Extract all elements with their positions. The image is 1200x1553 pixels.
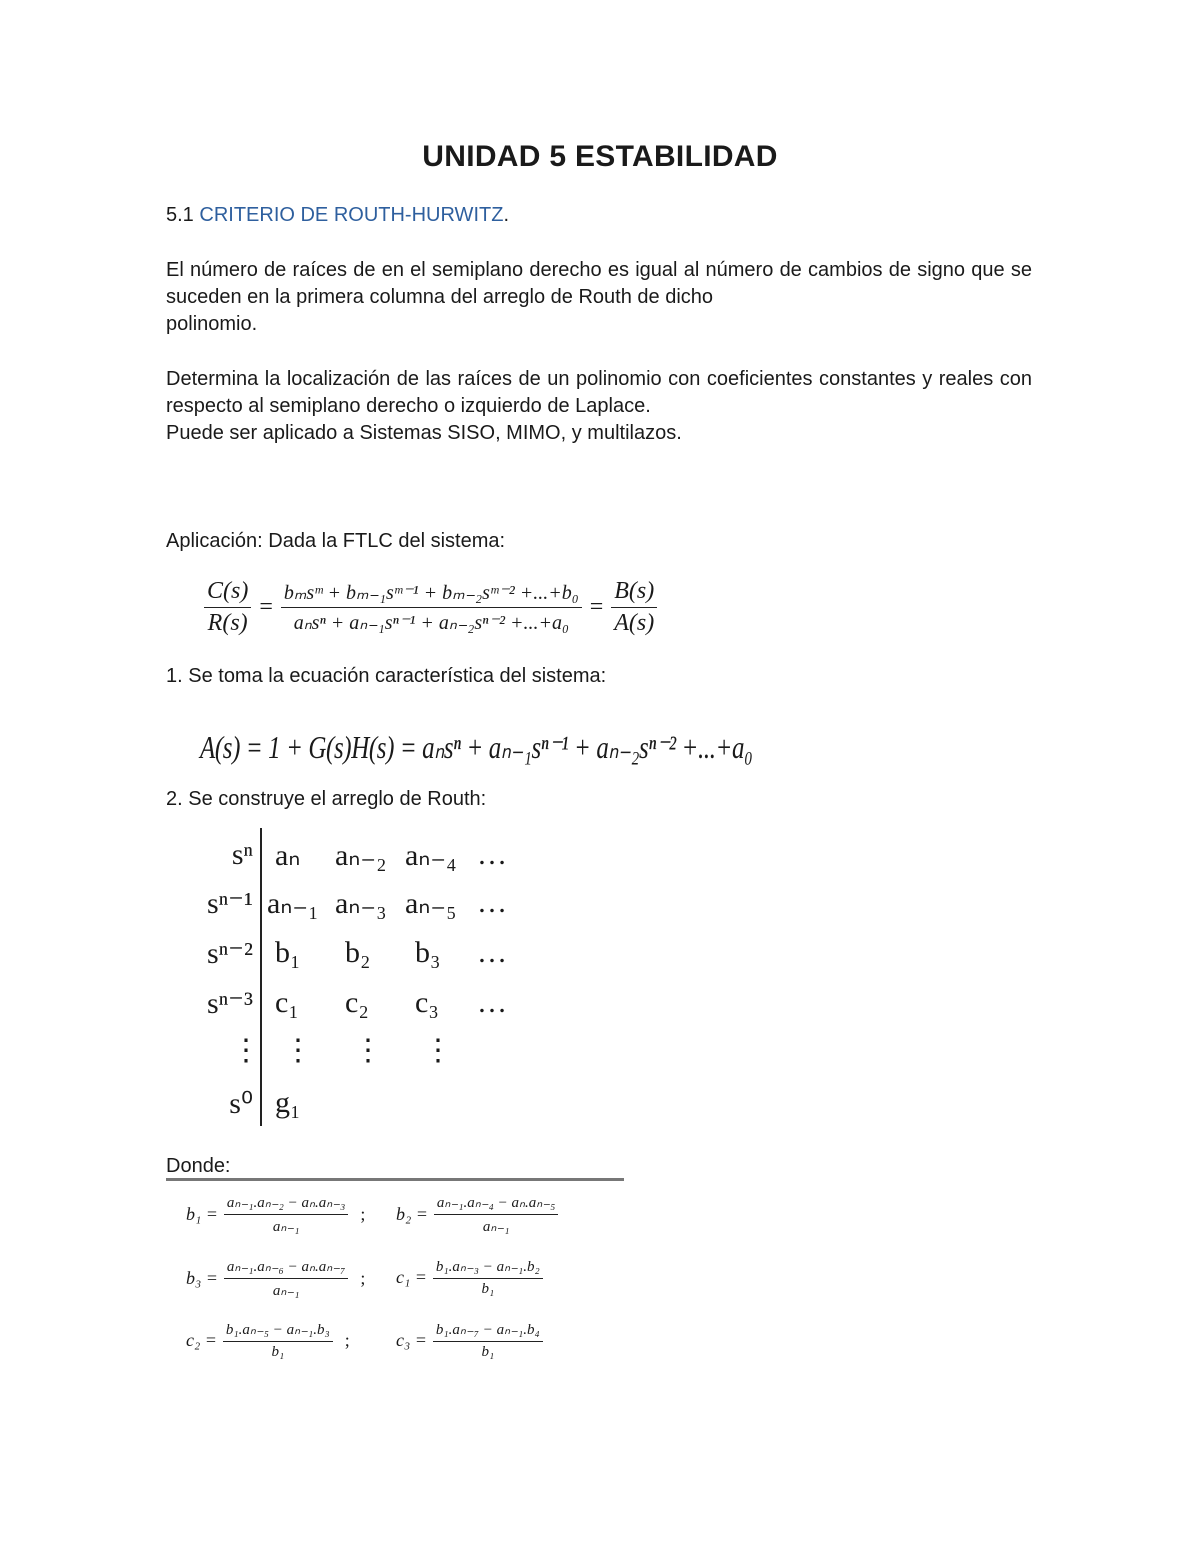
formula-numerator: aₙ₋₁.aₙ₋₂ − aₙ.aₙ₋₃ [224,1193,348,1215]
routh-divider [260,828,262,1126]
equals-sign: = [259,594,273,620]
page-title: UNIDAD 5 ESTABILIDAD [422,140,778,173]
routh-row-label: sⁿ⁻¹ [207,887,253,920]
formula-fraction [434,1193,558,1236]
formula-denominator: b₁ [481,1344,495,1360]
routh-cell: b₂ [345,936,371,969]
formula-c1 [396,1257,555,1298]
rhs-denominator: A(s) [614,610,655,636]
formula-numerator: aₙ₋₁.aₙ₋₆ − aₙ.aₙ₋₇ [224,1257,348,1279]
formula-numerator: b₁.aₙ₋₇ − aₙ₋₁.b₄ [433,1320,543,1342]
donde-text: Donde: [166,1155,231,1177]
formula-denominator: aₙ₋₁ [482,1219,510,1235]
step-2-text: 2. Se construye el arreglo de Routh: [166,788,487,810]
formula-lhs: c₁ = [396,1267,427,1287]
formula-c3 [396,1320,555,1361]
section-trail: . [503,204,509,226]
formula-lhs: b₃ = [186,1268,218,1288]
routh-cell: aₙ₋₄ [405,839,457,872]
routh-cell: … [477,886,507,919]
formula-lhs: c₂ = [186,1330,217,1350]
rhs-numerator: B(s) [611,578,657,608]
formula-fraction [223,1320,333,1361]
routh-cell: ⋮ [423,1034,453,1067]
mid-fraction [281,580,582,635]
paragraph-definition-body: El número de raíces de en el semiplano derecho es igual al número de cambios de signo que se suceden en la primera columna del arreglo de Routh de dicho [166,259,1032,308]
paragraph-purpose-last: Puede ser aplicado a Sistemas SISO, MIMO, y multilazos. [166,422,682,444]
formula-numerator: b₁.aₙ₋₅ − aₙ₋₁.b₃ [223,1320,333,1342]
paragraph-purpose-body: Determina la localización de las raíces de un polinomio con coeficientes constantes y reales con respecto al semiplano derecho o izquierdo de Laplace. [166,368,1032,417]
formula-b3 [186,1257,365,1300]
routh-cell: c₂ [345,986,369,1019]
mid-denominator: aₙsⁿ + aₙ₋₁sⁿ⁻¹ + aₙ₋₂sⁿ⁻² +...+a₀ [293,612,569,634]
paragraph-purpose [166,366,1032,447]
formula-fraction [224,1193,348,1236]
routh-cell: ⋮ [353,1034,383,1067]
routh-cell: aₙ₋₂ [335,839,387,872]
paragraph-definition [166,257,1032,338]
routh-cell: … [477,838,507,871]
routh-row-label: sⁿ⁻² [207,937,253,970]
formula-lhs: b₁ = [186,1204,218,1224]
mid-numerator: bₘsᵐ + bₘ₋₁sᵐ⁻¹ + bₘ₋₂sᵐ⁻² +...+b₀ [281,580,582,608]
step-1-text: 1. Se toma la ecuación característica del sistema: [166,665,607,687]
routh-row-label: sⁿ [231,838,253,871]
equals-sign: = [589,594,604,620]
characteristic-equation: A(s) = 1 + G(s)H(s) = aₙsⁿ + aₙ₋₁sⁿ⁻¹ + aₙ₋₂sⁿ⁻² +...+a₀ [200,729,753,765]
formula-denominator: b₁ [271,1344,285,1360]
routh-cell: … [477,986,507,1019]
routh-row-label: ⋮ [231,1034,261,1067]
routh-cell: ⋮ [283,1034,313,1067]
paragraph-definition-last: polinomio. [166,313,258,335]
lhs-denominator: R(s) [207,610,248,636]
formula-lhs: c₃ = [396,1330,427,1350]
section-number: 5.1 [166,204,194,226]
formula-lhs: b₂ = [396,1204,428,1224]
routh-cell: aₙ [275,839,301,872]
routh-row-label: s⁰ [229,1087,253,1120]
lhs-numerator: C(s) [204,578,251,608]
formula-separator: ; [344,1330,350,1350]
horizontal-rule [166,1178,624,1181]
rhs-fraction [611,578,657,637]
routh-cell: b₁ [275,936,301,969]
routh-cell: aₙ₋₅ [405,887,457,920]
formula-fraction [433,1320,543,1361]
routh-cell: aₙ₋₃ [335,887,387,920]
section-name: CRITERIO DE ROUTH-HURWITZ [199,204,504,226]
formula-denominator: aₙ₋₁ [272,1283,300,1299]
application-text: Aplicación: Dada la FTLC del sistema: [166,530,506,552]
routh-cell: g₁ [275,1086,301,1119]
transfer-function-equation [200,578,661,637]
formula-numerator: b₁.aₙ₋₃ − aₙ₋₁.b₂ [433,1257,543,1279]
formula-separator: ; [360,1204,366,1224]
formula-denominator: b₁ [481,1281,495,1297]
lhs-fraction [204,578,251,637]
routh-array [205,828,525,1128]
formula-numerator: aₙ₋₁.aₙ₋₄ − aₙ.aₙ₋₅ [434,1193,558,1215]
formula-fraction [224,1257,348,1300]
routh-cell: … [477,936,507,969]
formula-fraction [433,1257,543,1298]
routh-cell: c₁ [275,986,299,1019]
formula-b1 [186,1193,365,1236]
routh-cell: c₃ [415,986,439,1019]
routh-cell: b₃ [415,936,441,969]
formula-denominator: aₙ₋₁ [272,1219,300,1235]
formula-separator: ; [360,1268,366,1288]
formula-c2 [186,1320,350,1361]
formula-b2 [396,1193,570,1236]
routh-row-label: sⁿ⁻³ [207,987,253,1020]
routh-cell: aₙ₋₁ [267,887,319,920]
section-heading [166,204,509,227]
